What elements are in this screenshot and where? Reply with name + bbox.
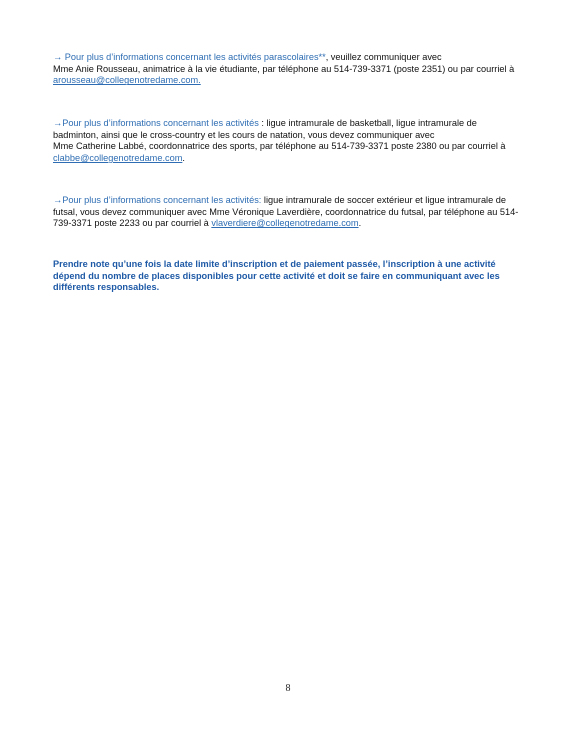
- contact-line: Mme Catherine Labbé, coordonnatrice des sports, par téléphone au 514-739-3371 poste 2380 ou par courriel à: [53, 141, 506, 152]
- contact-prefix: 739-3371 poste 2233 ou par courriel à: [53, 218, 212, 229]
- info-lead-tail: ligue intramurale de soccer extérieur et ligue intramurale de: [261, 195, 506, 205]
- paragraph-line: [53, 195, 524, 207]
- paragraph-line: [53, 153, 524, 165]
- contact-line: Mme Anie Rousseau, animatrice à la vie étudiante, par téléphone au 514-739-3371 (poste 2351) ou par courriel à: [53, 63, 515, 74]
- email-link-arousseau[interactable]: arousseau@collegenotredame.com.: [53, 75, 201, 86]
- info-lead: →Pour plus d’informations concernant les activités:: [53, 195, 262, 205]
- paragraph-line: [53, 75, 524, 87]
- email-tail: .: [182, 153, 185, 164]
- futsal-info-paragraph: [53, 195, 524, 230]
- paragraph-line: [53, 118, 524, 130]
- paragraph-line: [53, 52, 524, 64]
- registration-notice: [53, 259, 524, 294]
- info-lead: →Pour plus d’informations concernant les activités: [53, 118, 259, 128]
- contact-line: futsal, vous devez communiquer avec Mme Véronique Laverdière, coordonnatrice du futsal, par téléphone au 514-: [53, 206, 519, 217]
- info-lead: → Pour plus d’informations concernant les activités parascolaires**: [53, 52, 326, 62]
- page-number: 8: [285, 683, 291, 694]
- email-link-vlaverdiere[interactable]: vlaverdiere@collegenotredame.com: [211, 218, 359, 229]
- paragraph-line: [53, 218, 524, 230]
- notice-line: dépend du nombre de places disponibles pour cette activité et doit se faire en communiquant avec les: [53, 270, 500, 281]
- activities-line: badminton, ainsi que le cross-country et les cours de natation, vous devez communiquer avec: [53, 129, 435, 140]
- info-lead-tail: : ligue intramurale de basketball, ligue intramurale de: [258, 118, 477, 128]
- email-link-clabbe[interactable]: clabbe@collegenotredame.com: [53, 153, 183, 164]
- sports-info-paragraph: [53, 118, 524, 165]
- notice-line: différents responsables.: [53, 282, 160, 293]
- parascolaire-info-paragraph: [53, 52, 524, 87]
- notice-line: Prendre note qu’une fois la date limite d’inscription et de paiement passée, l’inscription à une activité: [53, 259, 496, 269]
- info-lead-tail: , veuillez communiquer avec: [325, 52, 442, 62]
- email-tail: .: [358, 218, 362, 229]
